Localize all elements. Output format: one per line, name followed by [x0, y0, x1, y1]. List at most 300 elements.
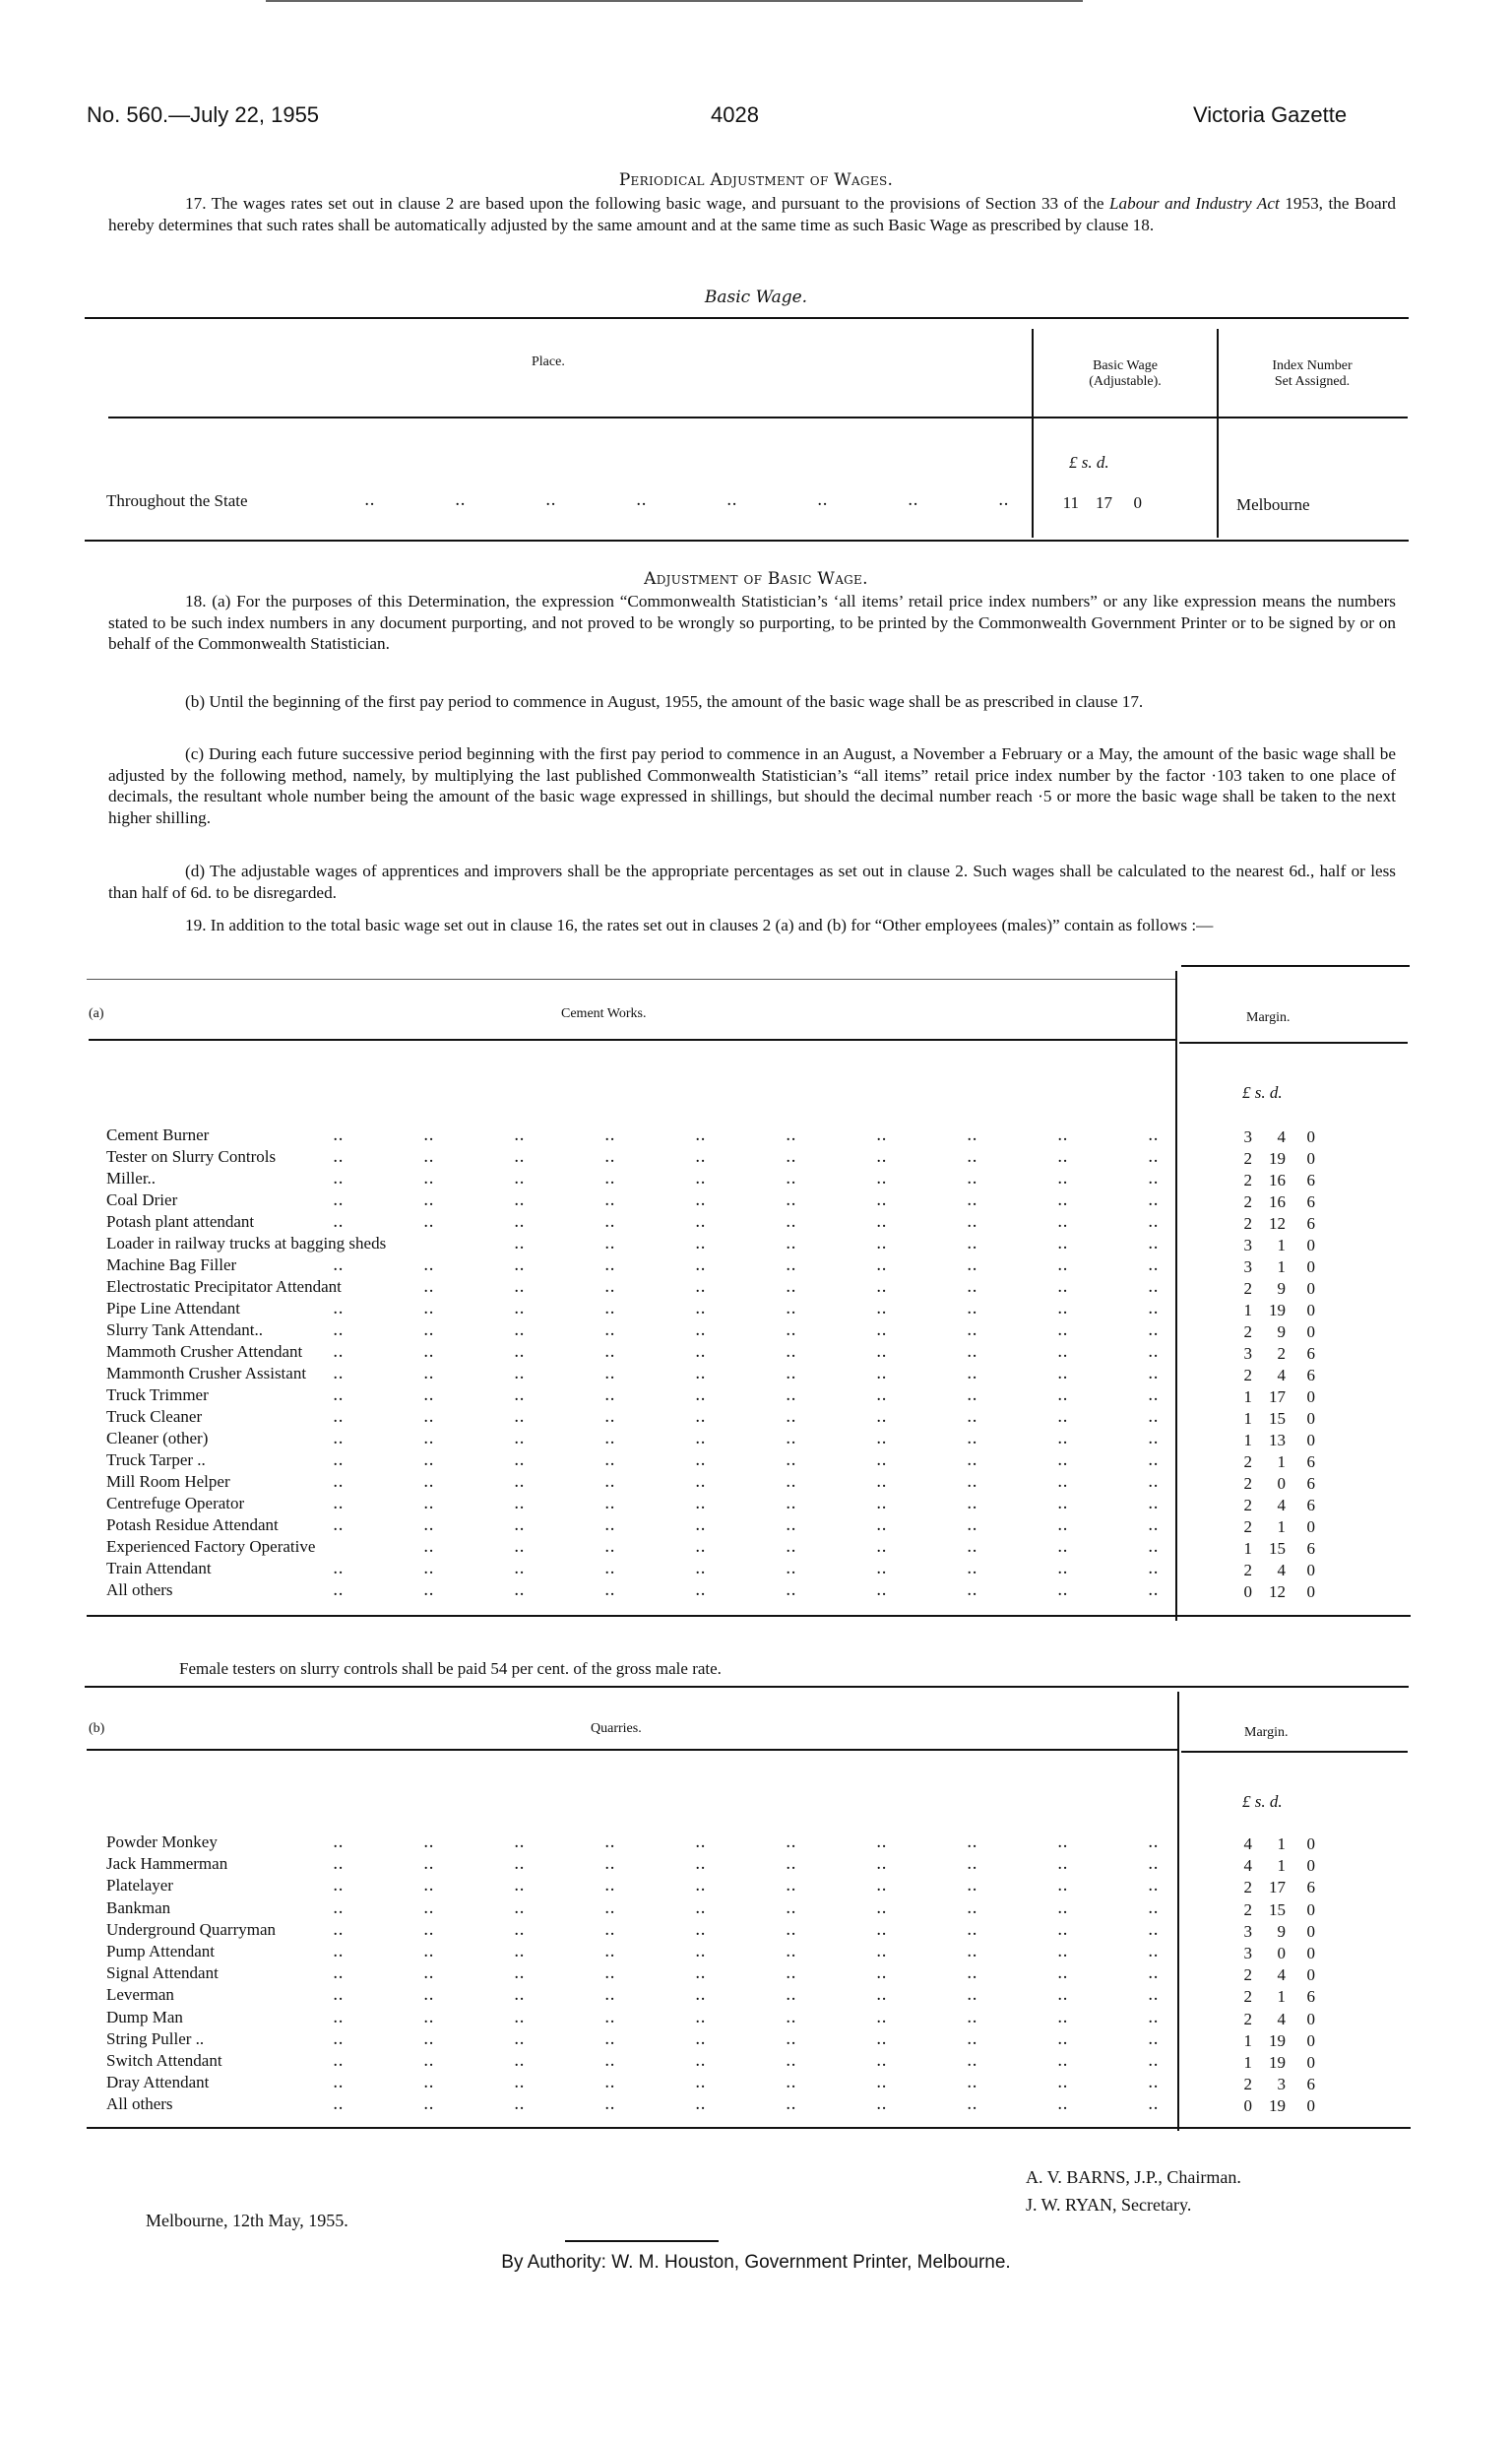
leader-dots: .. — [967, 2094, 977, 2115]
leader-dots: .. — [695, 1125, 706, 1145]
leader-dots: .. — [604, 1169, 615, 1189]
table-row — [0, 1406, 1512, 1428]
leader-dots: .. — [604, 1854, 615, 1875]
table-row — [0, 1919, 1512, 1941]
leader-dots: .. — [514, 1450, 525, 1470]
leader-dots: .. — [786, 1407, 796, 1427]
margin-amount: 0 12 0 — [1243, 1582, 1315, 1601]
leader-dots: .. — [876, 2094, 887, 2115]
leader-dots: .. — [695, 1234, 706, 1253]
leader-dots: .. — [333, 2051, 344, 2071]
leader-dots: .. — [423, 1147, 434, 1167]
clause-18d: (d) The adjustable wages of apprentices and improvers shall be the appropriate percentages as set out in clause 2. Such wages shall be calculated to the nearest 6d., half or less than half of 6d. to be disregarded. — [108, 862, 1396, 902]
leader-dots: .. — [604, 1255, 615, 1275]
leader-dots: .. — [695, 1472, 706, 1492]
leader-dots: .. — [967, 1320, 977, 1340]
leader-dots: .. — [1148, 1364, 1159, 1383]
leader-dots: .. — [423, 1364, 434, 1383]
leader-dots: .. — [423, 2073, 434, 2093]
leader-dots: .. — [695, 1832, 706, 1852]
female-testers-note: Female testers on slurry controls shall be paid 54 per cent. of the gross male rate. — [179, 1659, 722, 1678]
leader-dots: .. — [514, 2051, 525, 2071]
occupation-name: Miller.. — [106, 1169, 157, 1188]
leader-dots: .. — [786, 1494, 796, 1513]
leader-dots: .. — [967, 2007, 977, 2027]
leader-dots: .. — [695, 1897, 706, 1918]
leader-dots: .. — [967, 1429, 977, 1448]
leader-dots: .. — [876, 1580, 887, 1600]
leader-dots: .. — [333, 1854, 344, 1875]
leader-dots: .. — [604, 1494, 615, 1513]
leader-dots: .. — [1057, 1277, 1068, 1297]
occupation-name: Pump Attendant — [106, 1942, 216, 1960]
leader-dots: .. — [514, 1559, 525, 1578]
leader-dots: .. — [967, 1407, 977, 1427]
leader-dots: .. — [333, 1147, 344, 1167]
leader-dots: .. — [876, 1854, 887, 1875]
leader-dots: .. — [695, 1385, 706, 1405]
leader-dots: .. — [786, 1299, 796, 1318]
leader-dots: .. — [514, 1985, 525, 2006]
leader-dots: .. — [604, 1942, 615, 1961]
leader-dots: .. — [695, 1169, 706, 1189]
leader-dots: .. — [695, 1364, 706, 1383]
margin-amount: 2 0 6 — [1243, 1474, 1315, 1493]
leader-dots: .. — [423, 2007, 434, 2027]
leader-dots: .. — [876, 1963, 887, 1984]
table-row — [0, 1276, 1512, 1298]
table-row — [0, 1189, 1512, 1211]
leader-dots: .. — [423, 1494, 434, 1513]
leader-dots: .. — [695, 1212, 706, 1232]
leader-dots: .. — [423, 1897, 434, 1918]
leader-dots: .. — [423, 1190, 434, 1210]
leader-dots: .. — [1057, 2028, 1068, 2049]
leader-dots: .. — [695, 1985, 706, 2006]
leader-dots: .. — [1057, 1385, 1068, 1405]
leader-dots: .. — [876, 1342, 887, 1362]
leader-dots: .. — [514, 1320, 525, 1340]
leader-dots: .. — [514, 1277, 525, 1297]
leader-dots: .. — [695, 1342, 706, 1362]
leader-dots: .. — [333, 1897, 344, 1918]
leader-dots: .. — [695, 1919, 706, 1940]
table-row — [0, 1962, 1512, 1984]
leader-dots: .. — [967, 1190, 977, 1210]
leader-dots: .. — [333, 1190, 344, 1210]
leader-dots: .. — [967, 1450, 977, 1470]
leader-dots: .. — [514, 1515, 525, 1535]
leader-dots: .. — [423, 1299, 434, 1318]
leader-dots: .. — [1057, 1125, 1068, 1145]
leader-dots: .. — [514, 1897, 525, 1918]
leader-dots: .. — [1057, 1299, 1068, 1318]
occupation-name: Mammoth Crusher Attendant — [106, 1342, 303, 1361]
leader-dots: .. — [876, 2028, 887, 2049]
leader-dots: .. — [423, 1985, 434, 2006]
leader-dots: .. — [1148, 1320, 1159, 1340]
leader-dots: .. — [1057, 1897, 1068, 1918]
leader-dots: .. — [333, 1320, 344, 1340]
margin-amount: 3 2 6 — [1243, 1344, 1315, 1363]
leader-dots: .. — [695, 1429, 706, 1448]
table-row — [0, 1853, 1512, 1875]
table-row — [0, 1449, 1512, 1471]
leader-dots: .. — [1148, 1897, 1159, 1918]
leader-dots: .. — [967, 1515, 977, 1535]
occupation-name: All others — [106, 1580, 173, 1599]
leader-dots: .. — [514, 1212, 525, 1232]
leader-dots: .. — [786, 1277, 796, 1297]
leader-dots: .. — [1057, 1985, 1068, 2006]
occupation-name: Cleaner (other) — [106, 1429, 209, 1447]
leader-dots: .. — [786, 1234, 796, 1253]
leader-dots: .. — [786, 1190, 796, 1210]
leader-dots: .. — [967, 1277, 977, 1297]
leader-dots: .. — [967, 2051, 977, 2071]
occupation-name: Cement Burner — [106, 1125, 210, 1144]
leader-dots: .. — [514, 1169, 525, 1189]
leader-dots: .. — [1057, 1364, 1068, 1383]
leader-dots: .. — [333, 1919, 344, 1940]
leader-dots: .. — [1057, 1407, 1068, 1427]
leader-dots: .. — [967, 1147, 977, 1167]
margin-amount: 3 9 0 — [1243, 1921, 1315, 1941]
leader-dots: .. — [423, 1963, 434, 1984]
leader-dots: .. — [604, 2051, 615, 2071]
leader-dots: .. — [967, 1234, 977, 1253]
table-row — [0, 1897, 1512, 1919]
leader-dots: .. — [876, 1320, 887, 1340]
col-header-index-number: Index Number Set Assigned. — [1272, 358, 1353, 389]
leader-dots: .. — [695, 1580, 706, 1600]
leader-dots: .. — [604, 1190, 615, 1210]
chairman-signature: A. V. BARNS, J.P., Chairman. — [1026, 2167, 1241, 2187]
leader-dots: .. — [695, 2028, 706, 2049]
table-rule — [85, 540, 1409, 542]
leader-dots: .. — [514, 1125, 525, 1145]
table-row — [0, 1341, 1512, 1363]
leader-dots: .. — [967, 1580, 977, 1600]
table-row — [0, 1428, 1512, 1449]
leader-dots: .. — [1057, 2051, 1068, 2071]
leader-dots: .. — [514, 1385, 525, 1405]
currency-units: £ s. d. — [1069, 453, 1109, 472]
footer-rule — [565, 2240, 719, 2242]
table-row — [0, 2050, 1512, 2072]
leader-dots: .. — [876, 1212, 887, 1232]
leader-dots: .. — [604, 1450, 615, 1470]
leader-dots: .. — [786, 1876, 796, 1896]
occupation-name: Leverman — [106, 1985, 174, 2005]
clause-18a: 18. (a) For the purposes of this Determination, the expression “Commonwealth Statistician’s ‘all items’ retail price index numbers” or any like expression means the numbers stated to be such index numbers in any document purporting, and not proved to be wrongly so purporting, to be printed by the Commonwealth Government Printer or to be signed by or on behalf of the Commonwealth Statistician. — [108, 592, 1396, 653]
table-row — [0, 1319, 1512, 1341]
leader-dots: .. — [333, 1429, 344, 1448]
leader-dots: .. — [423, 1385, 434, 1405]
leader-dots: .. — [876, 1299, 887, 1318]
occupation-name: All others — [106, 2094, 173, 2114]
margin-amount: 2 9 0 — [1243, 1279, 1315, 1298]
leader-dots: .. — [786, 1450, 796, 1470]
leader-dots: .. — [695, 1537, 706, 1557]
table-row — [0, 2072, 1512, 2093]
leader-dots: .. — [604, 1919, 615, 1940]
leader-dots: .. — [333, 1963, 344, 1984]
leader-dots: .. — [1057, 1342, 1068, 1362]
table-label-b: (b) — [89, 1721, 105, 1736]
leader-dots: .. — [423, 1125, 434, 1145]
margin-amount: 2 15 0 — [1243, 1899, 1315, 1919]
leader-dots: .. — [1057, 1515, 1068, 1535]
occupation-name: Electrostatic Precipitator Attendant — [106, 1277, 342, 1296]
leader-dots: .. — [1057, 1494, 1068, 1513]
leader-dots: .. — [967, 1212, 977, 1232]
margin-amount: 2 4 0 — [1243, 1965, 1315, 1985]
leader-dots: .. — [1148, 1919, 1159, 1940]
leader-dots: .. — [967, 1559, 977, 1578]
leader-dots: .. — [423, 1169, 434, 1189]
leader-dots: .. — [333, 1472, 344, 1492]
leader-dots: .. — [423, 2094, 434, 2115]
margin-amount: 1 15 0 — [1243, 1409, 1315, 1428]
leader-dots: .. — [1057, 1234, 1068, 1253]
leader-dots: .. — [876, 1515, 887, 1535]
occupation-name: Loader in railway trucks at bagging sheds — [106, 1234, 387, 1253]
occupation-name: Signal Attendant — [106, 1963, 219, 1983]
leader-dots: .. — [604, 1876, 615, 1896]
leader-dots: .. — [786, 1147, 796, 1167]
table-row — [0, 1211, 1512, 1233]
leader-dots: .. — [1057, 1472, 1068, 1492]
leader-dots: .. — [1148, 1985, 1159, 2006]
leader-dots: .. — [1148, 2007, 1159, 2027]
occupation-name: Powder Monkey — [106, 1832, 218, 1851]
publication-name: Victoria Gazette — [1193, 102, 1348, 127]
leader-dots: .. — [1148, 1963, 1159, 1984]
leader-dots: .. — [604, 2073, 615, 2093]
table-rule — [87, 2127, 1411, 2129]
leader-dots: .. — [967, 1299, 977, 1318]
leader-dots: .. — [786, 1515, 796, 1535]
leader-dots: .. — [333, 1299, 344, 1318]
leader-dots: .. — [876, 1832, 887, 1852]
leader-dots: .. — [423, 1429, 434, 1448]
leader-dots: .. — [333, 1169, 344, 1189]
leader-dots: .. — [967, 2073, 977, 2093]
col-header-basic-wage: Basic Wage (Adjustable). — [1089, 358, 1162, 389]
leader-dots: .. — [1148, 2073, 1159, 2093]
leader-dots: .. — [876, 1472, 887, 1492]
leader-dots: .. — [876, 1876, 887, 1896]
leader-dots: .. — [876, 1494, 887, 1513]
leader-dots: .. — [514, 2094, 525, 2115]
table-row — [0, 1125, 1512, 1146]
leader-dots: .. — [786, 1985, 796, 2006]
leader-dots: .. — [604, 1299, 615, 1318]
leader-dots: .. — [1057, 1212, 1068, 1232]
leader-dots: .. — [423, 2051, 434, 2071]
leader-dots: .. — [1148, 1169, 1159, 1189]
leader-dots: .. — [1057, 1450, 1068, 1470]
leader-dots: .. — [423, 1832, 434, 1852]
margin-amount: 2 4 0 — [1243, 1561, 1315, 1579]
leader-dots: .. — [786, 2073, 796, 2093]
leader-dots: .. — [876, 1147, 887, 1167]
leader-dots: .. — [423, 1320, 434, 1340]
leader-dots: .. — [1148, 1515, 1159, 1535]
leader-dots: .. — [333, 1559, 344, 1578]
leader-dots: .. — [514, 1919, 525, 1940]
leader-dots: .. — [1148, 1277, 1159, 1297]
margin-amount: 2 4 6 — [1243, 1366, 1315, 1384]
leader-dots: .. — [514, 1429, 525, 1448]
leader-dots: .. — [604, 2028, 615, 2049]
margin-amount: 2 4 0 — [1243, 2009, 1315, 2028]
leader-dots: .. — [1148, 1234, 1159, 1253]
leader-dots: .. — [1148, 1559, 1159, 1578]
leader-dots: .. — [1148, 1580, 1159, 1600]
margin-amount: 1 13 0 — [1243, 1431, 1315, 1449]
leader-dots: .. — [967, 1385, 977, 1405]
margin-amount: 2 16 6 — [1243, 1171, 1315, 1189]
occupation-name: Switch Attendant — [106, 2051, 222, 2070]
leader-dots: .. — [695, 1255, 706, 1275]
leader-dots: .. — [1148, 1494, 1159, 1513]
leader-dots: .. — [1057, 1876, 1068, 1896]
leader-dots: .. — [967, 1876, 977, 1896]
table-label-a: (a) — [89, 1006, 104, 1021]
occupation-name: Truck Trimmer — [106, 1385, 209, 1404]
occupation-name: Truck Cleaner — [106, 1407, 203, 1426]
leader-dots: .. — [333, 1385, 344, 1405]
leader-dots: .. — [695, 1407, 706, 1427]
leader-dots: .. — [876, 1255, 887, 1275]
leader-dots: .. — [604, 1580, 615, 1600]
leader-dots: .. — [333, 1515, 344, 1535]
leader-dots: .. — [1148, 1125, 1159, 1145]
leader-dots: .. — [423, 1854, 434, 1875]
leader-dots: .. — [786, 1255, 796, 1275]
leader-dots: .. — [604, 1147, 615, 1167]
leader-dots: .. — [876, 1234, 887, 1253]
leader-dots: .. — [423, 1919, 434, 1940]
leader-dots: .. — [1148, 2094, 1159, 2115]
margin-header: Margin. — [1246, 1010, 1291, 1025]
margin-amount: 3 1 0 — [1243, 1236, 1315, 1254]
margin-amount: 1 15 6 — [1243, 1539, 1315, 1558]
margin-amount: 1 17 0 — [1243, 1387, 1315, 1406]
leader-dots: .. — [786, 2094, 796, 2115]
leader-dots: .. — [333, 1580, 344, 1600]
table-row — [0, 1384, 1512, 1406]
leader-dots: .. — [786, 1212, 796, 1232]
table-row — [0, 1514, 1512, 1536]
leader-dots: .. — [695, 1299, 706, 1318]
place-cell: Throughout the State — [106, 491, 248, 510]
table-rule — [89, 1039, 1177, 1041]
section-heading-adjustment: Adjustment of Basic Wage. — [644, 569, 868, 589]
table-row — [0, 1471, 1512, 1493]
leader-dots: .. — [514, 1407, 525, 1427]
occupation-name: Potash Residue Attendant — [106, 1515, 279, 1534]
leader-dots: .. — [604, 1559, 615, 1578]
leader-dots: .. — [876, 1537, 887, 1557]
margin-amount: 2 1 6 — [1243, 1987, 1315, 2007]
leader-dots: .. — [695, 1559, 706, 1578]
leader-dots: .. — [423, 1255, 434, 1275]
leader-dots: .. — [967, 1942, 977, 1961]
margin-amount: 2 1 6 — [1243, 1452, 1315, 1471]
margin-amount: 0 19 0 — [1243, 2096, 1315, 2116]
leader-dots: .. — [876, 1190, 887, 1210]
table-row — [0, 1984, 1512, 2006]
leader-dots: .. — [514, 1234, 525, 1253]
leader-dots: .. — [333, 1876, 344, 1896]
leader-dots: .. — [604, 1963, 615, 1984]
printer-imprint: By Authority: W. M. Houston, Government Printer, Melbourne. — [501, 2252, 1011, 2273]
occupation-name: Dump Man — [106, 2007, 183, 2026]
occupation-name: Platelayer — [106, 1876, 173, 1896]
leader-dots: .. — [1148, 1147, 1159, 1167]
clause-19: 19. In addition to the total basic wage set out in clause 16, the rates set out in clauses 2 (a) and (b) for “Other employees (males)” contain as follows :— — [185, 916, 1214, 934]
leader-dots: .. — [333, 1985, 344, 2006]
leader-dots: .. — [695, 1854, 706, 1875]
leader-dots: .. — [423, 1277, 434, 1297]
leader-dots: .. — [514, 1472, 525, 1492]
leader-dots: .. — [695, 2051, 706, 2071]
table-row — [0, 1579, 1512, 1601]
occupation-name: Potash plant attendant — [106, 1212, 255, 1231]
leader-dots: .. — [1148, 1407, 1159, 1427]
leader-dots: .. — [876, 1277, 887, 1297]
leader-dots: .. — [876, 1897, 887, 1918]
leader-dots: .. — [333, 1832, 344, 1852]
leader-dots: .. — [786, 1832, 796, 1852]
index-number-cell: Melbourne — [1236, 495, 1310, 514]
leader-dots: .. — [1148, 1299, 1159, 1318]
quarries-title: Quarries. — [591, 1721, 642, 1736]
margin-amount: 4 1 0 — [1243, 1856, 1315, 1876]
leader-dots: .. — [423, 1515, 434, 1535]
table-row — [0, 2093, 1512, 2115]
margin-amount: 2 4 6 — [1243, 1496, 1315, 1514]
leader-dots: .. — [604, 1407, 615, 1427]
occupation-name: Jack Hammerman — [106, 1854, 228, 1874]
leader-dots: .. — [1057, 1963, 1068, 1984]
leader-dots: .. — [786, 1429, 796, 1448]
leader-dots: .. — [967, 1897, 977, 1918]
leader-dots: .. — [1148, 1450, 1159, 1470]
leader-dots: .. — [1057, 1320, 1068, 1340]
margin-header: Margin. — [1244, 1725, 1289, 1740]
table-row — [0, 1558, 1512, 1579]
margin-amount: 3 0 0 — [1243, 1944, 1315, 1962]
leader-dots: .. — [1148, 1472, 1159, 1492]
leader-dots: .. — [695, 2007, 706, 2027]
leader-dots: .. — [876, 2051, 887, 2071]
leader-dots: .. — [514, 1494, 525, 1513]
leader-dots: .. — [1057, 1537, 1068, 1557]
leader-dots: .. — [514, 2073, 525, 2093]
leader-dots: .. — [423, 1559, 434, 1578]
leader-dots: .. — [786, 1559, 796, 1578]
leader-dots: .. — [786, 1169, 796, 1189]
leader-dots: .. — [1057, 1190, 1068, 1210]
leader-dots: .. — [333, 1212, 344, 1232]
leader-dots: .. — [967, 1125, 977, 1145]
leader-dots: .. — [604, 1364, 615, 1383]
occupation-name: Bankman — [106, 1897, 171, 1917]
